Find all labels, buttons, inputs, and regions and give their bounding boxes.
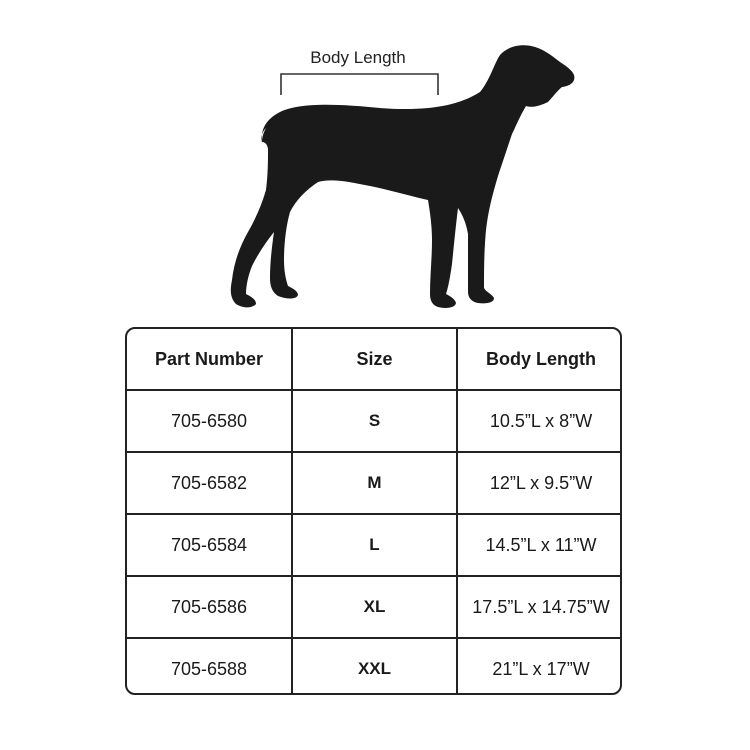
body-length-cell: 21”L x 17”W [457,638,622,695]
table-row [127,452,622,514]
header-part-number: Part Number [127,329,292,390]
dog-silhouette [231,45,575,308]
part-number-cell: 705-6584 [127,514,292,576]
part-number-cell: 705-6586 [127,576,292,638]
body-length-bracket [281,74,438,95]
size-cell: L [292,514,457,576]
body-length-cell: 10.5”L x 8”W [457,390,622,452]
part-number-cell: 705-6588 [127,638,292,695]
header-body-length: Body Length [457,329,622,390]
body-length-measure-label: Body Length [310,48,406,67]
table-row [127,390,622,452]
body-length-cell: 17.5”L x 14.75”W [457,576,622,638]
body-length-cell: 12”L x 9.5”W [457,452,622,514]
part-number-cell: 705-6582 [127,452,292,514]
size-table [125,327,622,695]
table-row [127,638,622,695]
size-cell: S [292,390,457,452]
table-row [127,576,622,638]
size-cell: XXL [292,638,457,695]
body-length-cell: 14.5”L x 11”W [457,514,622,576]
size-table-grid [127,329,622,695]
part-number-cell: 705-6580 [127,390,292,452]
header-size: Size [292,329,457,390]
size-cell: M [292,452,457,514]
table-header-row [127,329,622,390]
size-cell: XL [292,576,457,638]
table-row [127,514,622,576]
